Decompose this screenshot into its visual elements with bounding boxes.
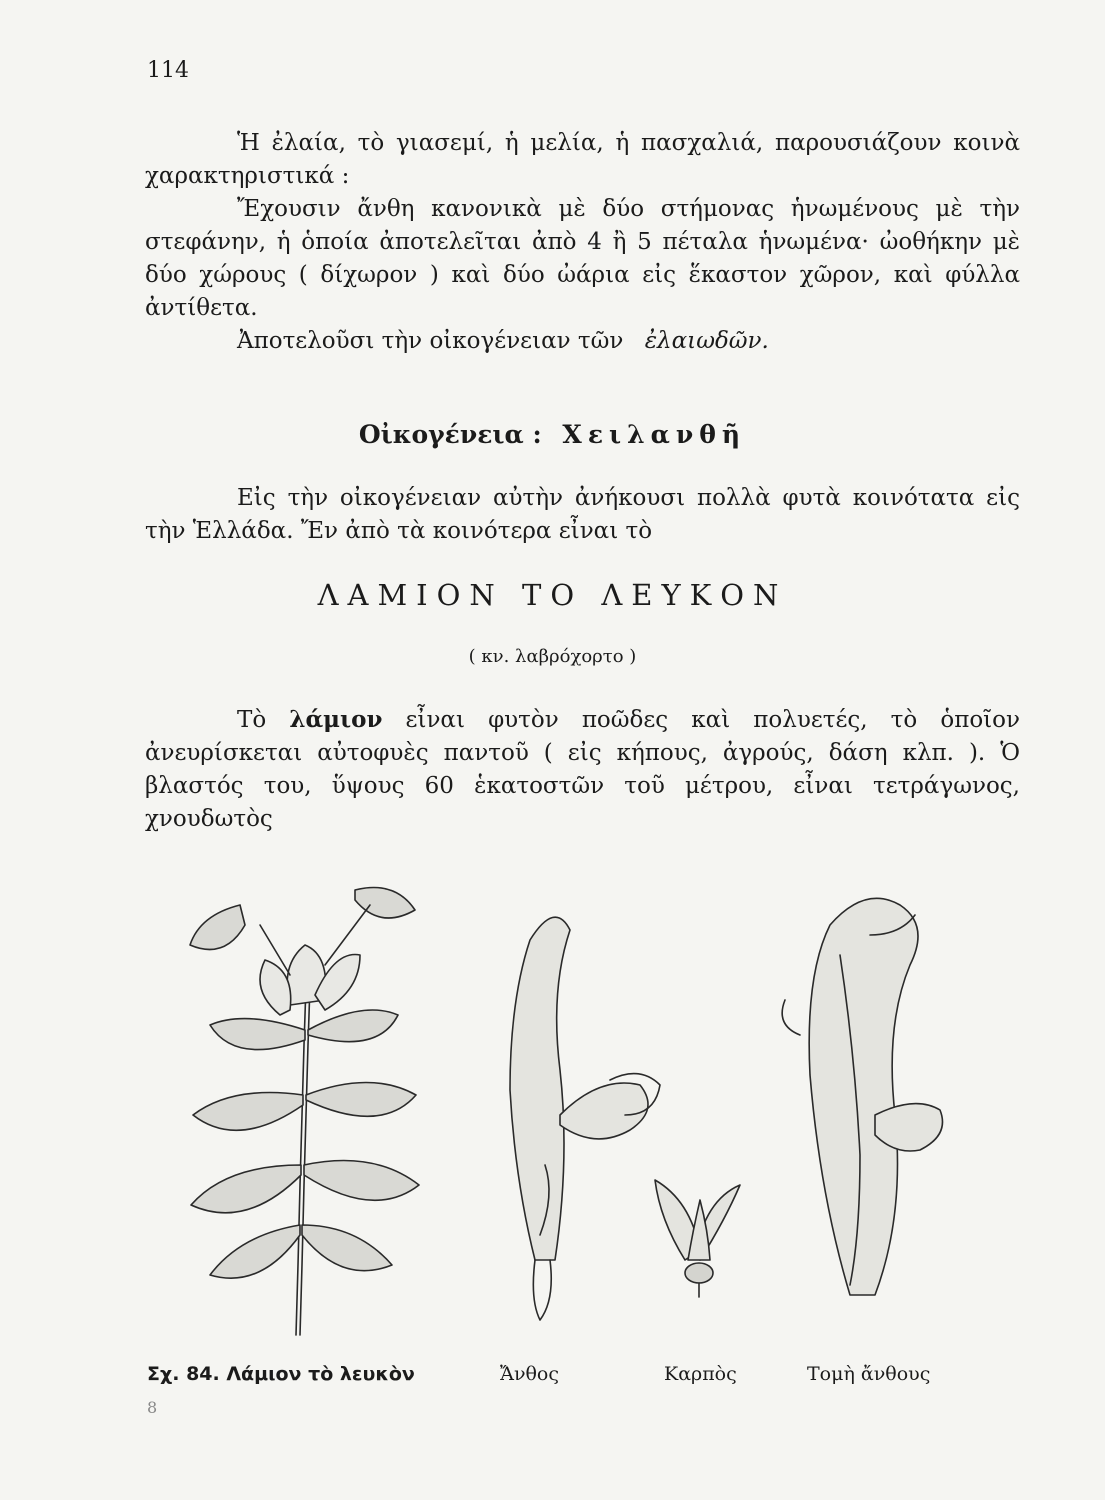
figure-caption: Σχ. 84. Λάμιον τὸ λευκὸν bbox=[147, 1363, 415, 1385]
lamium-illustration bbox=[140, 865, 970, 1345]
paragraph-lamium bbox=[145, 703, 1020, 836]
fruit-drawing bbox=[655, 1180, 740, 1297]
family-heading-name: Χειλανθῆ bbox=[562, 420, 747, 449]
signature-mark: 8 bbox=[147, 1398, 158, 1417]
intro-paragraphs bbox=[145, 127, 1020, 358]
family-paragraph-block bbox=[145, 482, 1020, 548]
flower-section-drawing bbox=[782, 898, 942, 1295]
flower-drawing bbox=[510, 917, 660, 1320]
family-olive-name: ἐλαιωδῶν. bbox=[644, 328, 769, 354]
lamium-description: εἶναι φυτὸν ποῶδες καὶ πολυετές, τὸ ὁποῖον ἀνευρίσκεται αὐτοφυὲς παντοῦ ( εἰς κήπους, ἀγρούς, δάση κλπ. ). Ὁ βλαστός του, ὕψους 60 ἑκατοστῶν τοῦ μέτρου, εἶναι τετράγωνος, χνουδωτὸς bbox=[145, 707, 1021, 832]
family-heading-label: Οἰκογένεια : bbox=[358, 420, 542, 449]
plant-drawing bbox=[190, 888, 419, 1336]
caption-flower: Ἄνθος bbox=[500, 1363, 560, 1385]
paragraph-family-olive bbox=[145, 325, 1020, 358]
paragraph-family-members: Εἰς τὴν οἰκογένειαν αὐτὴν ἀνήκουσι πολλὰ φυτὰ κοινότατα εἰς τὴν Ἑλλάδα. Ἔν ἀπὸ τὰ κοινότερα εἶναι τὸ bbox=[145, 485, 1020, 544]
lamium-paragraph-block bbox=[145, 703, 1020, 836]
plant-title: ΛΑΜΙΟΝ ΤΟ ΛΕΥΚΟΝ bbox=[317, 578, 788, 612]
family-olive-text: Ἀποτελοῦσι τὴν οἰκογένειαν τῶν bbox=[237, 328, 624, 354]
paragraph-flower-description: Ἔχουσιν ἄνθη κανονικὰ μὲ δύο στήμονας ἡνωμένους μὲ τὴν στεφάνην, ἡ ὁποία ἀποτελεῖται ἀπὸ 4 ἢ 5 πέταλα ἡνωμένα· ὠοθήκην μὲ δύο χώρους ( δίχωρον ) καὶ δύο ὠάρια εἰς ἕκαστον χῶρον, καὶ φύλλα ἀντίθετα. bbox=[145, 196, 1020, 321]
caption-flower-section: Τομὴ ἄνθους bbox=[807, 1363, 931, 1385]
paragraph-common-traits: Ἡ ἐλαία, τὸ γιασεμί, ἡ μελία, ἡ πασχαλιά, παρουσιάζουν κοινὰ χαρακτηριστικά : bbox=[145, 130, 1020, 189]
lamium-intro: Τὸ bbox=[237, 707, 267, 733]
family-heading bbox=[0, 420, 1105, 449]
page-number: 114 bbox=[147, 58, 189, 83]
common-name: ( κν. λαβρόχορτο ) bbox=[468, 646, 637, 667]
caption-fruit: Καρπὸς bbox=[664, 1363, 737, 1385]
lamium-genus: λάμιον bbox=[289, 706, 383, 733]
